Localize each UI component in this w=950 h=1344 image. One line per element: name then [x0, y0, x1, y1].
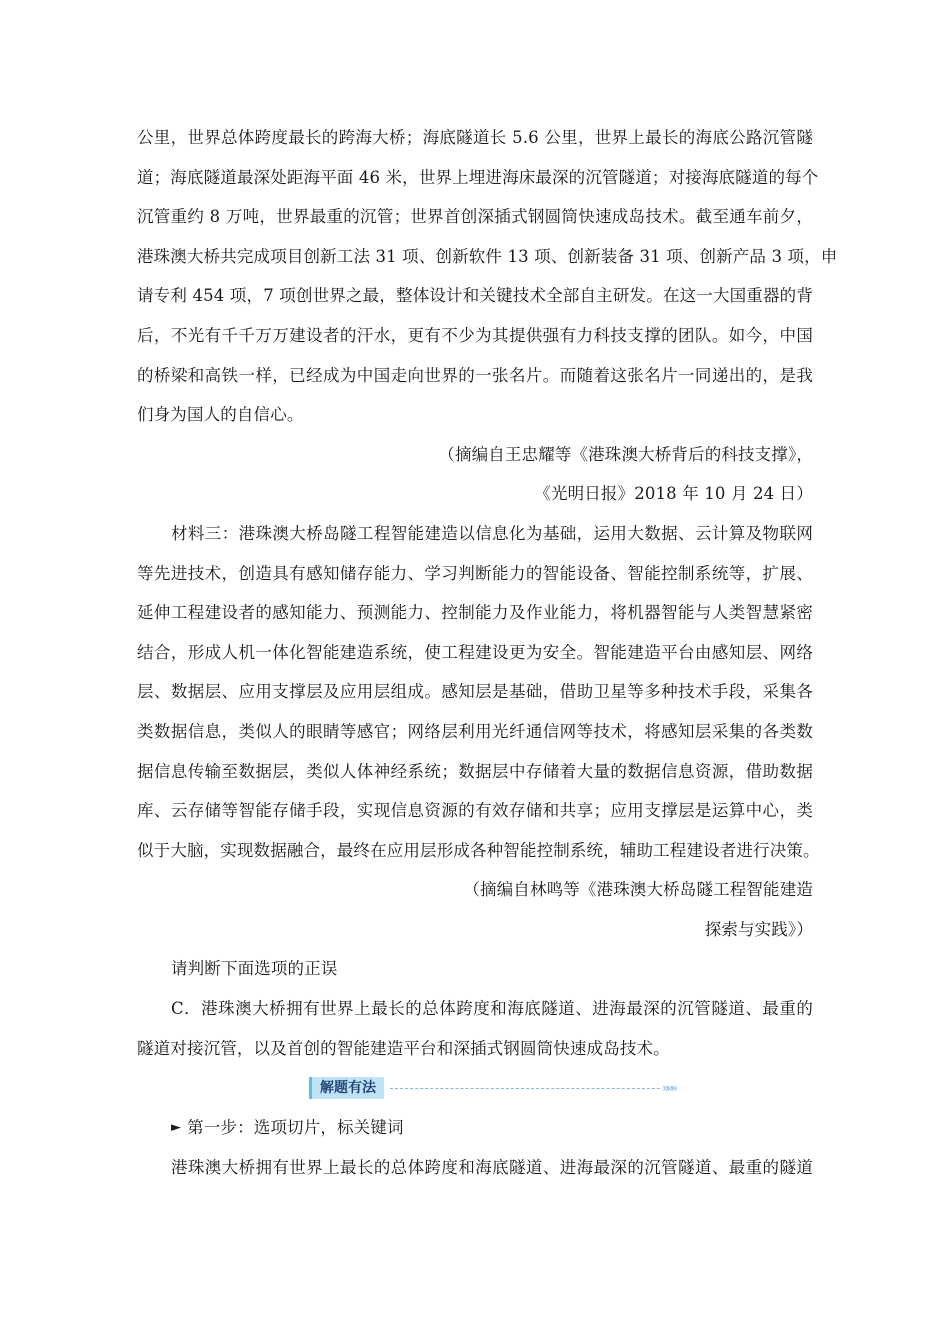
source-citation: 探索与实践》）: [704, 919, 813, 939]
document-page: [137, 118, 838, 1187]
step-1: [137, 1108, 813, 1148]
option-c-line: C．港珠澳大桥拥有世界上最长的总体跨度和海底隧道、进海最深的沉管隧道、最重的: [171, 999, 813, 1019]
material3-line: 据信息传输至数据层，类似人体神经系统；数据层中存储着大量的数据信息资源，借助数据: [137, 761, 813, 781]
material3-line: 材料三：港珠澳大桥岛隧工程智能建造以信息化为基础，运用大数据、云计算及物联网: [171, 523, 813, 543]
passage-line: 公里，世界总体跨度最长的跨海大桥；海底隧道长 5.6 公里，世界上最长的海底公路沉管隧: [137, 128, 813, 147]
passage-line: 们身为国人的自信心。: [137, 405, 304, 425]
dashed-divider: [390, 1088, 660, 1089]
triangle-right-icon: ►: [171, 1120, 182, 1136]
method-badge: 解题有法: [309, 1077, 384, 1099]
material3-line: 类数据信息，类似人的眼睛等感官；网络层利用光纤通信网等技术，将感知层采集的各类数: [137, 721, 813, 741]
source-citation: （摘编自王忠耀等《港珠澳大桥背后的科技支撑》，: [438, 444, 813, 464]
passage-line: 港珠澳大桥共完成项目创新工法 31 项、创新软件 13 项、创新装备 31 项、创新产品 3 项，申: [137, 246, 838, 266]
material3-line: 结合，形成人机一体化智能建造系统，使工程建设更为安全。智能建造平台由感知层、网络: [137, 642, 813, 662]
passage-line: 请专利 454 项，7 项创世界之最，整体设计和关键技术全部自主研发。在这一大国重器的背: [137, 286, 813, 306]
step-1-text: 港珠澳大桥拥有世界上最长的总体跨度和海底隧道、进海最深的沉管隧道、最重的隧道: [171, 1157, 813, 1177]
option-c-line: 隧道对接沉管，以及首创的智能建造平台和深插式钢圆筒快速成岛技术。: [137, 1038, 670, 1058]
material3-line: 延伸工程建设者的感知能力、预测能力、控制能力及作业能力，将机器智能与人类智慧紧密: [137, 603, 813, 623]
material3-line: 等先进技术，创造具有感知储存能力、学习判断能力的智能设备、智能控制系统等，扩展、: [137, 563, 813, 583]
passage-line: 后，不光有千千万万建设者的汗水，更有不少为其提供强有力科技支撑的团队。如今，中国: [137, 325, 813, 345]
chevron-right-icon: »»»: [662, 1081, 676, 1096]
material3-line: 库、云存储等智能存储手段，实现信息资源的有效存储和共享；应用支撑层是运算中心，类: [137, 801, 813, 821]
passage-line: 的桥梁和高铁一样，已经成为中国走向世界的一张名片。而随着这张名片一同递出的，是我: [137, 365, 813, 385]
source-citation: （摘编自林鸣等《港珠澳大桥岛隧工程智能建造: [463, 880, 813, 900]
material3-line: 似于大脑，实现数据融合，最终在应用层形成各种智能控制系统，辅助工程建设者进行决策。: [137, 840, 820, 860]
source-citation: 《光明日报》2018 年 10 月 24 日）: [534, 484, 813, 504]
method-section-header: [0, 1068, 813, 1108]
passage-line: 沉管重约 8 万吨，世界最重的沉管；世界首创深插式钢圆筒快速成岛技术。截至通车前夕，: [137, 207, 813, 227]
question-prompt: 请判断下面选项的正误: [171, 959, 338, 979]
step-1-label: 第一步：选项切片，标关键词: [187, 1118, 404, 1138]
material3-line: 层、数据层、应用支撑层及应用层组成。感知层是基础，借助卫星等多种技术手段，采集各: [137, 682, 813, 702]
passage-line: 道；海底隧道最深处距海平面 46 米，世界上埋进海床最深的沉管隧道；对接海底隧道的每个: [137, 167, 819, 187]
